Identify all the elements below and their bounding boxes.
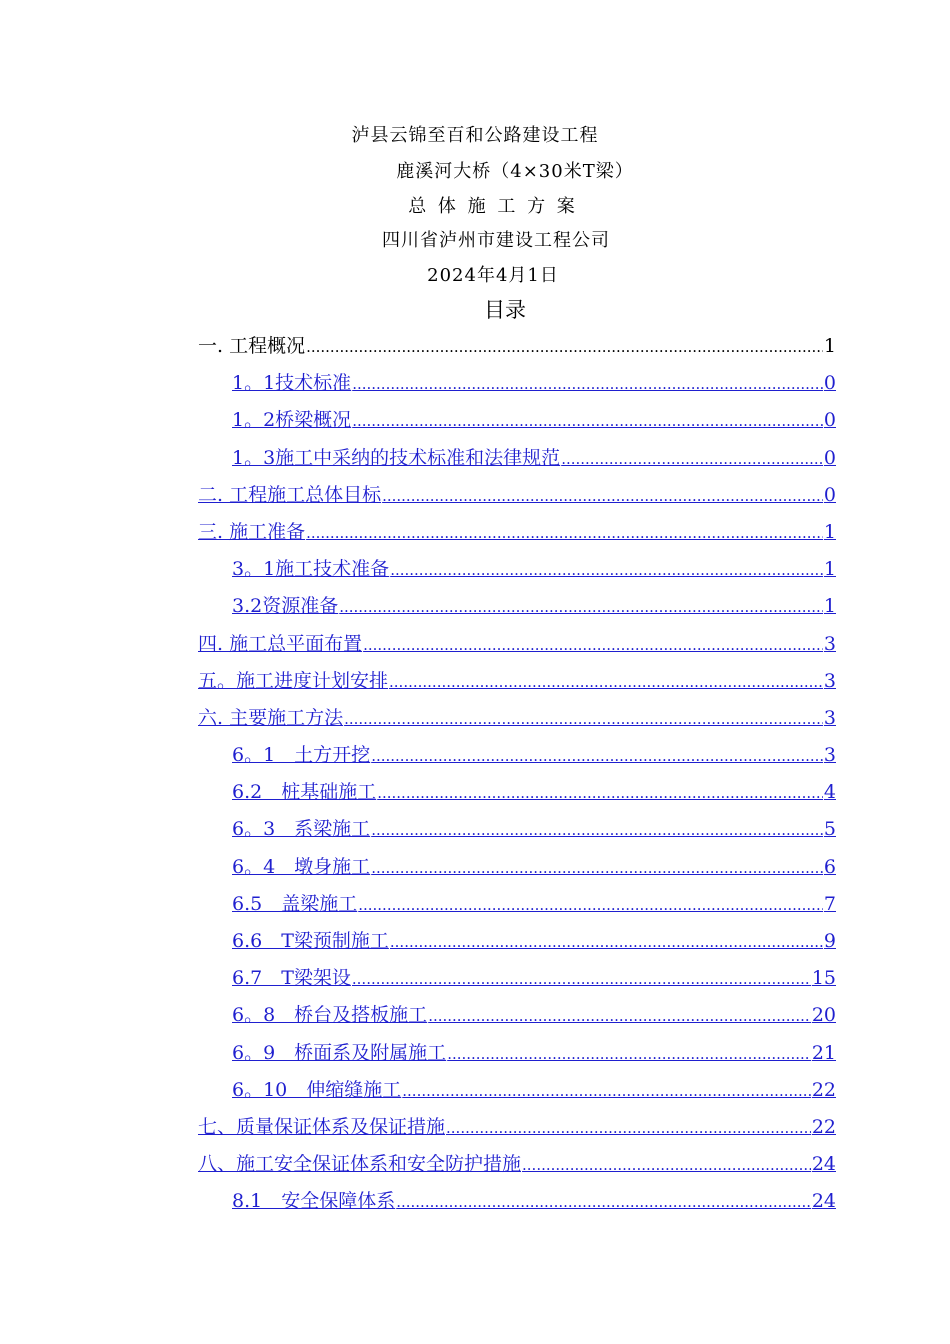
toc-entry-page: 20 — [811, 1004, 836, 1027]
toc-leader-dots — [382, 484, 823, 508]
toc-leader-dots — [428, 1004, 811, 1028]
toc-entry-label: 七、质量保证体系及保证措施 — [198, 1115, 446, 1138]
toc-entry[interactable] — [198, 446, 836, 483]
toc-entry-page: 0 — [823, 483, 836, 506]
toc-leader-dots — [371, 818, 823, 842]
toc-entry-label: 6。10 伸缩缝施工 — [232, 1078, 402, 1101]
toc-entry-page: 21 — [811, 1041, 836, 1064]
toc-entry[interactable] — [198, 632, 836, 669]
toc-entry-label: 1。2桥梁概况 — [232, 409, 352, 432]
toc-leader-dots — [402, 1079, 811, 1103]
toc-entry[interactable] — [198, 371, 836, 408]
toc-leader-dots — [358, 893, 823, 917]
toc-leader-dots — [339, 595, 823, 619]
toc-leader-dots — [389, 670, 823, 694]
toc-entry-label: 三. 施工准备 — [198, 520, 306, 543]
toc-entry-label: 6.6 T梁预制施工 — [232, 930, 389, 952]
toc-entry-page: 0 — [823, 372, 836, 395]
toc-entry-page: 1 — [823, 558, 836, 581]
toc-leader-dots — [306, 335, 823, 359]
bridge-name-line: 鹿溪河大桥（4×30米T梁） — [396, 161, 634, 182]
toc-entry — [198, 334, 836, 371]
toc-entry[interactable] — [198, 817, 836, 854]
plan-title-line: 总 体 施 工 方 案 — [408, 196, 578, 217]
toc-entry[interactable] — [198, 669, 836, 706]
toc-entry[interactable] — [198, 966, 836, 1003]
toc-leader-dots — [371, 856, 823, 880]
company-name-line: 四川省泸州市建设工程公司 — [382, 230, 610, 251]
toc-entry-label: 6.5 盖梁施工 — [232, 892, 358, 915]
toc-entry-label: 二. 工程施工总体目标 — [198, 483, 382, 506]
toc-entry[interactable] — [198, 1041, 836, 1078]
toc-entry[interactable] — [198, 929, 836, 966]
toc-entry[interactable] — [198, 706, 836, 743]
toc-entry-page: 6 — [823, 855, 836, 878]
toc-entry-page: 9 — [823, 930, 836, 952]
toc-entry-page: 3 — [823, 669, 836, 692]
toc-entry[interactable] — [198, 892, 836, 929]
toc-leader-dots — [344, 707, 823, 731]
toc-leader-dots — [390, 558, 823, 582]
toc-entry[interactable] — [198, 557, 836, 594]
toc-entry[interactable] — [198, 483, 836, 520]
toc-entry[interactable] — [198, 408, 836, 445]
toc-entry[interactable] — [198, 1003, 836, 1040]
toc-leader-dots — [352, 967, 811, 991]
toc-entry-page: 22 — [811, 1078, 836, 1101]
toc-entry-label: 1。1技术标准 — [232, 372, 352, 395]
toc-entry-label: 3.2资源准备 — [232, 595, 339, 618]
toc-leader-dots — [363, 633, 823, 657]
toc-entry-page: 1 — [823, 595, 836, 618]
toc-entry-page: 1 — [823, 335, 836, 357]
toc-entry-label: 8.1 安全保障体系 — [232, 1190, 396, 1213]
toc-entry-page: 0 — [823, 446, 836, 469]
toc-entry-page: 1 — [823, 520, 836, 543]
toc-leader-dots — [352, 409, 823, 433]
toc-entry-page: 3 — [823, 706, 836, 729]
toc-leader-dots — [447, 1042, 811, 1066]
toc-entry-page: 7 — [823, 892, 836, 915]
toc-entry[interactable] — [198, 594, 836, 631]
toc-entry[interactable] — [198, 1152, 836, 1189]
toc-leader-dots — [371, 744, 823, 768]
toc-entry-page: 0 — [823, 409, 836, 432]
toc-entry[interactable] — [198, 855, 836, 892]
toc-leader-dots — [352, 372, 823, 396]
toc-leader-dots — [522, 1153, 811, 1177]
date-line: 2024年4月1日 — [427, 265, 559, 286]
toc-entry-label: 6。1 土方开挖 — [232, 744, 371, 767]
toc-leader-dots — [561, 447, 823, 471]
toc-entry-page: 4 — [823, 781, 836, 804]
toc-entry-label: 6。9 桥面系及附属施工 — [232, 1041, 447, 1064]
toc-entry-page: 5 — [823, 818, 836, 841]
toc-leader-dots — [396, 1190, 811, 1214]
toc-entry[interactable] — [198, 520, 836, 557]
toc-entry-label: 6.2 桩基础施工 — [232, 781, 377, 804]
toc-entry-label: 1。3施工中采纳的技术标准和法律规范 — [232, 446, 561, 469]
toc-entry-page: 3 — [823, 744, 836, 767]
toc-entry-label: 六. 主要施工方法 — [198, 706, 344, 729]
project-name-line: 泸县云锦至百和公路建设工程 — [351, 125, 599, 146]
toc-entry[interactable] — [198, 1078, 836, 1115]
toc-entry-page: 24 — [811, 1190, 836, 1213]
toc-entry-page: 15 — [811, 967, 836, 990]
toc-entry-label: 3。1施工技术准备 — [232, 558, 390, 581]
toc-entry-label: 6。4 墩身施工 — [232, 855, 371, 878]
toc-entry-page: 3 — [823, 632, 836, 655]
toc-leader-dots — [306, 521, 823, 545]
toc-leader-dots — [390, 930, 823, 954]
toc-entry-label: 八、施工安全保证体系和安全防护措施 — [198, 1153, 522, 1176]
toc-entry-page: 22 — [811, 1115, 836, 1138]
toc-entry-label: 6。8 桥台及搭板施工 — [232, 1004, 428, 1027]
toc-leader-dots — [377, 781, 823, 805]
toc-title: 目录 — [484, 298, 526, 322]
toc-entry[interactable] — [198, 1189, 836, 1226]
toc-entry-page: 24 — [811, 1153, 836, 1176]
toc-entry-label: 四. 施工总平面布置 — [198, 632, 363, 655]
toc-entry-label: 6.7 T梁架设 — [232, 967, 351, 990]
toc-entry[interactable] — [198, 1115, 836, 1152]
toc-leader-dots — [446, 1116, 811, 1140]
toc-entry-label: 五。施工进度计划安排 — [198, 669, 389, 692]
table-of-contents — [198, 334, 836, 1227]
toc-entry-label: 一. 工程概况 — [198, 335, 306, 357]
toc-entry-label: 6。3 系梁施工 — [232, 818, 371, 841]
toc-entry[interactable] — [198, 743, 836, 780]
toc-entry[interactable] — [198, 780, 836, 817]
